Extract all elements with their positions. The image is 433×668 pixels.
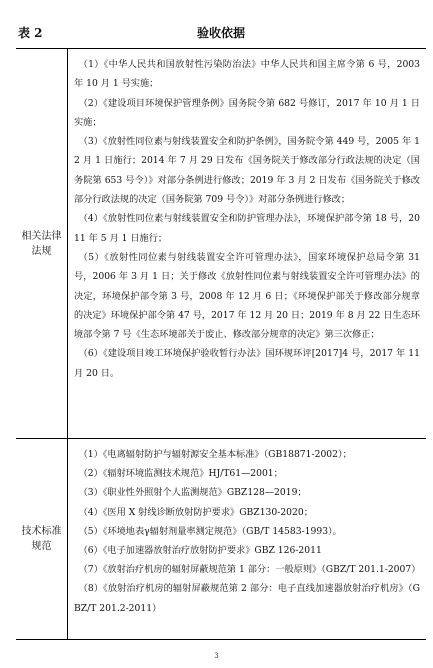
acceptance-basis-table (16, 48, 426, 640)
list-item: （4）《医用 X 射线诊断放射防护要求》GBZ130-2020； (78, 506, 313, 518)
list-item: （5）《环境地表γ辐射剂量率测定规范》（GB/T 14583-1993）。 (78, 525, 342, 537)
list-item: （6）《建设项目竣工环境保护验收暂行办法》国环规环评[2017]4 号，2017 年 11 月 20 日。 (74, 348, 420, 379)
list-item: （1）《中华人民共和国放射性污染防治法》中华人民共和国主席令第 6 号，2003 年 10 月 1 号实施； (74, 59, 420, 90)
item-list (74, 55, 420, 383)
list-item: （5）《放射性同位素与射线装置安全许可管理办法》，国家环境保护总局令第 31 号，2006 年 3 月 1 日；关于修改《放射性同位素与射线装置安全许可管理办法》的决定，环境保护部令第 3 号，2008 年 12 月 6 日；《环境保护部关于修改部分规章的决定》环境保护部令第 47 号，2017 年 12 月 20 日；2019 年 8 月 22 日生态环境部令第 7 号《生态环境部关于废止、修改部分规章的决定》第三次修正； (74, 251, 420, 341)
category-cell: 技术标准规范 (16, 439, 68, 639)
table-number: 表 2 (18, 26, 43, 40)
list-item: （1）《电离辐射防护与辐射源安全基本标准》（GB18871-2002）； (78, 449, 352, 460)
list-item: （4）《放射性同位素与射线装置安全和防护管理办法》，环境保护部令第 18 号，2011 年 5 月 1 日施行； (74, 213, 420, 244)
page-number: 3 (214, 652, 219, 660)
list-item: （2）《建设项目环境保护管理条例》国务院令第 682 号修订，2017 年 10 月 1 日实施； (74, 97, 420, 128)
category-cell: 相关法律法规 (16, 49, 68, 438)
table-title: 验收依据 (196, 26, 245, 40)
section-laws-regulations (16, 49, 426, 439)
table-header (16, 24, 426, 44)
list-item: （7）《放射治疗机房的辐射屏蔽规范第 1 部分：一般原则》（GBZ/T 201.1-2007） (78, 564, 421, 576)
list-item: （6）《电子加速器放射治疗放射防护要求》GBZ 126-2011 (78, 545, 322, 557)
list-item: （3）《职业性外照射个人监测规范》GBZ128—2019； (78, 487, 307, 499)
list-item: （8）《放射治疗机房的辐射屏蔽规范第 2 部分：电子直线加速器放射治疗机房》（GBZ/T 201.2-2011） (74, 583, 420, 614)
item-list (74, 445, 420, 618)
list-item: （3）《放射性同位素与射线装置安全和防护条例》，国务院令第 449 号，2005 年 12 月 1 日施行；2014 年 7 月 29 日发布《国务院关于修改部分行政法规的决定（国务院第 653 号令）》对部分条例进行修改；2019 年 3 月 2 日发布《国务院关于修改部分行政法规的决定（国务院第 709 号令）》对部分条例进行修改； (74, 136, 420, 206)
list-item: （2）《辐射环境监测技术规范》HJ/T61—2001； (78, 468, 283, 480)
section-technical-standards (16, 439, 426, 639)
